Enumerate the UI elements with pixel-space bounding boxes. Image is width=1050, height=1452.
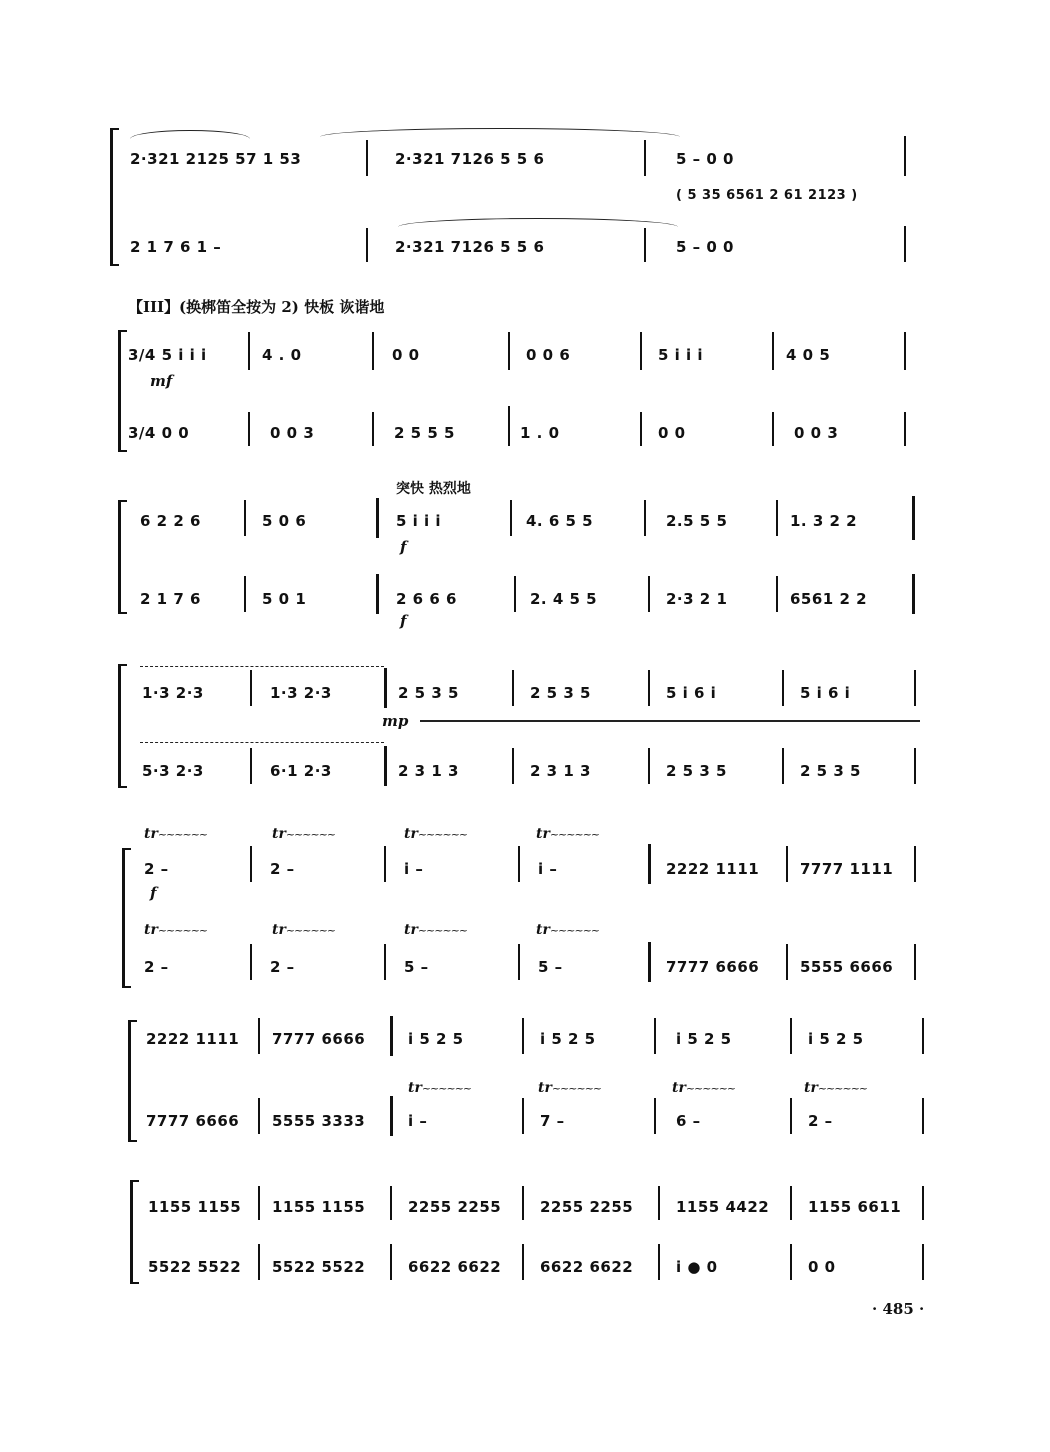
upper-measure: i 5 2 5 <box>676 1030 732 1048</box>
upper-measure: 5 i i i <box>658 346 704 364</box>
barline <box>390 1016 393 1056</box>
upper-measure: 1155 6611 <box>808 1198 902 1216</box>
lower-measure: 2 5 5 5 <box>394 424 455 442</box>
lower-measure: 2·3 2 1 <box>666 590 728 608</box>
lower-measure: 2 5 3 5 <box>800 762 861 780</box>
barline <box>790 1098 792 1134</box>
system-bracket <box>122 848 131 988</box>
lower-measure: 7777 6666 <box>146 1112 240 1130</box>
upper-measure: 2 5 3 5 <box>530 684 591 702</box>
barline <box>904 412 906 446</box>
barline <box>512 748 514 784</box>
lower-measure: 2·321 7126 5 5 6 <box>395 238 545 256</box>
upper-measure: 4 0 5 <box>786 346 831 364</box>
upper-measure: 7777 1111 <box>800 860 894 878</box>
barline <box>384 846 386 882</box>
upper-measure: 5 i 6 i <box>800 684 851 702</box>
section-heading: 【III】(换梆笛全按为 2) 快板 诙谐地 <box>128 298 385 316</box>
trill-mark: tr ~~~~~~ <box>404 922 467 938</box>
trill-mark: tr ~~~~~~ <box>272 826 335 842</box>
lower-measure: 5 – <box>538 958 563 976</box>
ottava-line <box>140 666 384 667</box>
trill-mark: tr ~~~~~~ <box>144 826 207 842</box>
barline <box>250 846 252 882</box>
upper-measure: 0 0 <box>392 346 420 364</box>
barline <box>640 412 642 446</box>
barline <box>648 844 651 884</box>
barline <box>384 746 387 786</box>
barline <box>640 332 642 370</box>
upper-measure: 2255 2255 <box>408 1198 502 1216</box>
lower-measure: 2 5 3 5 <box>666 762 727 780</box>
lower-measure: 5 – 0 0 <box>676 238 734 256</box>
upper-measure: 2 – <box>270 860 295 878</box>
barline <box>914 748 916 784</box>
upper-measure: 1155 1155 <box>272 1198 366 1216</box>
upper-measure: 5 i i i <box>396 512 442 530</box>
upper-measure: 5 0 6 <box>262 512 307 530</box>
aux-phrase: ( 5 35 6561 2 61 2123 ) <box>676 188 858 203</box>
barline <box>648 942 651 982</box>
upper-measure: 2255 2255 <box>540 1198 634 1216</box>
barline <box>776 500 778 536</box>
trill-mark: tr ~~~~~~ <box>804 1080 867 1096</box>
barline <box>376 498 379 538</box>
barline <box>782 748 784 784</box>
upper-measure: 2·321 7126 5 5 6 <box>395 150 545 168</box>
barline <box>390 1186 392 1220</box>
barline <box>244 500 246 536</box>
barline <box>790 1186 792 1220</box>
page-number: · 485 · <box>872 1300 925 1318</box>
lower-measure: 5·3 2·3 <box>142 762 204 780</box>
lower-measure: 0 0 <box>808 1258 836 1276</box>
barline <box>258 1244 260 1280</box>
upper-measure: i 5 2 5 <box>540 1030 596 1048</box>
barline <box>644 500 646 536</box>
dynamic-mark: f <box>150 884 157 902</box>
upper-measure: 2·321 2125 57 1 53 <box>130 150 302 168</box>
barline <box>366 228 368 262</box>
barline <box>644 140 646 176</box>
lower-measure: 0 0 3 <box>794 424 839 442</box>
upper-measure: 1155 1155 <box>148 1198 242 1216</box>
lower-measure: 5522 5522 <box>272 1258 366 1276</box>
upper-measure: 2.5 5 5 <box>666 512 728 530</box>
barline <box>372 412 374 446</box>
trill-mark: tr ~~~~~~ <box>404 826 467 842</box>
lower-measure: 6622 6622 <box>540 1258 634 1276</box>
upper-measure: 2222 1111 <box>666 860 760 878</box>
barline <box>648 670 650 706</box>
barline <box>250 944 252 980</box>
slur <box>320 128 680 137</box>
slur <box>130 130 250 139</box>
barline <box>922 1186 924 1220</box>
barline <box>522 1244 524 1280</box>
barline <box>658 1186 660 1220</box>
system-bracket <box>110 128 119 266</box>
system-bracket <box>130 1180 139 1284</box>
crescendo-line <box>420 720 920 722</box>
barline <box>376 574 379 614</box>
barline <box>510 500 512 536</box>
barline <box>654 1018 656 1054</box>
barline <box>518 846 520 882</box>
lower-measure: 3/4 0 0 <box>128 424 190 442</box>
lower-measure: 2 1 7 6 1 – <box>130 238 222 256</box>
lower-measure: 2 6 6 6 <box>396 590 457 608</box>
dynamic-mark: mp <box>382 712 409 730</box>
barline <box>250 748 252 784</box>
barline <box>904 136 906 176</box>
lower-measure: 6622 6622 <box>408 1258 502 1276</box>
barline <box>790 1018 792 1054</box>
barline <box>390 1096 393 1136</box>
system-bracket <box>118 664 127 788</box>
upper-measure: 2222 1111 <box>146 1030 240 1048</box>
lower-measure: 6561 2 2 <box>790 590 868 608</box>
barline <box>512 670 514 706</box>
barline <box>644 228 646 262</box>
system-bracket <box>118 330 127 452</box>
barline <box>904 332 906 370</box>
barline <box>658 1244 660 1280</box>
upper-measure: 4. 6 5 5 <box>526 512 594 530</box>
barline <box>772 412 774 446</box>
barline <box>922 1098 924 1134</box>
barline <box>648 576 650 612</box>
upper-measure: i 5 2 5 <box>408 1030 464 1048</box>
lower-measure: 5 – <box>404 958 429 976</box>
barline <box>390 1244 392 1280</box>
barline <box>914 944 916 980</box>
lower-measure: 2 3 1 3 <box>530 762 591 780</box>
upper-measure: i – <box>538 860 558 878</box>
lower-measure: 0 0 3 <box>270 424 315 442</box>
barline <box>914 846 916 882</box>
barline <box>248 412 250 446</box>
barline <box>244 576 246 612</box>
barline <box>518 944 520 980</box>
barline <box>258 1186 260 1220</box>
upper-measure: i – <box>404 860 424 878</box>
upper-measure: i 5 2 5 <box>808 1030 864 1048</box>
barline <box>790 1244 792 1280</box>
ottava-line <box>140 742 384 743</box>
lower-measure: 5 0 1 <box>262 590 307 608</box>
tempo-change: 突快 热烈地 <box>396 481 471 497</box>
upper-measure: 4 . 0 <box>262 346 302 364</box>
trill-mark: tr ~~~~~~ <box>536 826 599 842</box>
barline <box>372 332 374 370</box>
lower-measure: 1 . 0 <box>520 424 560 442</box>
lower-measure: 6 – <box>676 1112 701 1130</box>
barline <box>384 944 386 980</box>
upper-measure: 7777 6666 <box>272 1030 366 1048</box>
upper-measure: 0 0 6 <box>526 346 571 364</box>
barline <box>654 1098 656 1134</box>
barline <box>508 406 510 446</box>
upper-measure: 6 2 2 6 <box>140 512 201 530</box>
trill-mark: tr ~~~~~~ <box>144 922 207 938</box>
barline <box>514 576 516 612</box>
lower-measure: 2. 4 5 5 <box>530 590 598 608</box>
barline <box>522 1018 524 1054</box>
barline <box>782 670 784 706</box>
barline <box>384 668 387 708</box>
lower-measure: i ● 0 <box>676 1258 718 1276</box>
barline <box>522 1098 524 1134</box>
dynamic-mark: mf <box>150 372 173 390</box>
upper-measure: 3/4 5 i i i <box>128 346 207 364</box>
lower-measure: 2 – <box>808 1112 833 1130</box>
upper-measure: 5 – 0 0 <box>676 150 734 168</box>
barline <box>248 332 250 370</box>
barline <box>522 1186 524 1220</box>
dynamic-mark: f <box>400 612 407 630</box>
lower-measure: 7 – <box>540 1112 565 1130</box>
upper-measure: 1·3 2·3 <box>142 684 204 702</box>
barline <box>904 226 906 262</box>
barline <box>508 332 510 370</box>
upper-measure: 5 i 6 i <box>666 684 717 702</box>
slur <box>398 218 678 227</box>
upper-measure: 2 – <box>144 860 169 878</box>
lower-measure: 2 – <box>144 958 169 976</box>
upper-measure: 1155 4422 <box>676 1198 770 1216</box>
lower-measure: 5555 3333 <box>272 1112 366 1130</box>
dynamic-mark: f <box>400 538 407 556</box>
barline <box>786 944 788 980</box>
trill-mark: tr ~~~~~~ <box>408 1080 471 1096</box>
barline <box>250 670 252 706</box>
system-bracket <box>118 500 127 614</box>
barline <box>772 332 774 370</box>
barline <box>258 1018 260 1054</box>
trill-mark: tr ~~~~~~ <box>272 922 335 938</box>
upper-measure: 1. 3 2 2 <box>790 512 858 530</box>
barline <box>912 496 915 540</box>
upper-measure: 1·3 2·3 <box>270 684 332 702</box>
lower-measure: 7777 6666 <box>666 958 760 976</box>
upper-measure: 2 5 3 5 <box>398 684 459 702</box>
trill-mark: tr ~~~~~~ <box>536 922 599 938</box>
barline <box>366 140 368 176</box>
trill-mark: tr ~~~~~~ <box>672 1080 735 1096</box>
barline <box>922 1244 924 1280</box>
system-bracket <box>128 1020 137 1142</box>
lower-measure: 2 3 1 3 <box>398 762 459 780</box>
lower-measure: i – <box>408 1112 428 1130</box>
barline <box>912 574 915 614</box>
lower-measure: 2 1 7 6 <box>140 590 201 608</box>
barline <box>776 576 778 612</box>
lower-measure: 5522 5522 <box>148 1258 242 1276</box>
barline <box>258 1098 260 1134</box>
barline <box>922 1018 924 1054</box>
trill-mark: tr ~~~~~~ <box>538 1080 601 1096</box>
barline <box>786 846 788 882</box>
lower-measure: 0 0 <box>658 424 686 442</box>
lower-measure: 6·1 2·3 <box>270 762 332 780</box>
barline <box>914 670 916 706</box>
lower-measure: 2 – <box>270 958 295 976</box>
lower-measure: 5555 6666 <box>800 958 894 976</box>
barline <box>648 748 650 784</box>
